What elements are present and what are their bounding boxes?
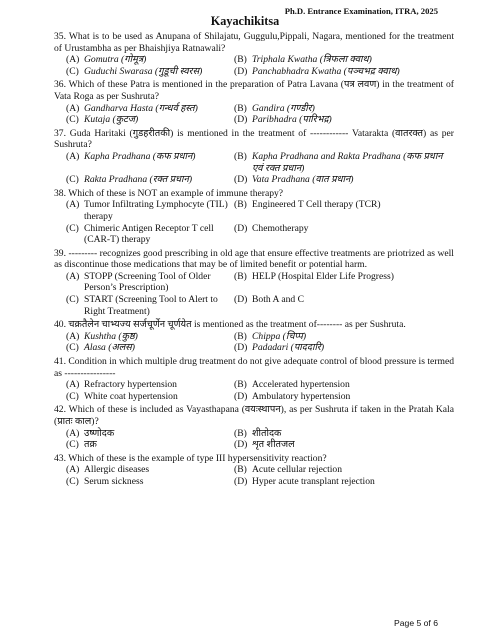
question-35: 35. What is to be used as Anupana of Shilajatu, Guggulu,Pippali, Nagara, mentioned for the treatment of Urustambha as per Bhaishjiya Ratnawali? (A) Gomutra (गोमूत्र) (B) Triphala Kwatha (त्रिफला क्वाथ) (C) Guduchi Swarasa (गुडूची स्वरस) (D) Panchabhadra Kwatha (पञ्चभद्र क्वाथ) [54, 31, 454, 77]
question-text: Which of these is included as Vayasthapana (वयःस्थापन), as per Sushruta if taken in the Pratah Kala (प्रातः काल)? [54, 404, 454, 427]
question-40: 40. चक्रतैलेन चाभ्यज्य सर्जचूर्णेन चूर्णयेत is mentioned as the treatment of-------- as per Sushruta. (A) Kushtha (कुष्ठ) (B) Chippa (चिप्प) (C) Alasa (अलस) (D) Padadari (पाददारि) [54, 319, 454, 354]
exam-header: Ph.D. Entrance Examination, ITRA, 2025 [284, 6, 438, 16]
question-36: 36. Which of these Patra is mentioned in the preparation of Patra Lavana (पत्र लवण) in the treatment of Vata Roga as per Sushruta? (A) Gandharva Hasta (गन्धर्व हस्त) (B) Gandira (गण्डीर) (C) Kutaja (कुटज) (D) Paribhadra (पारिभद्र) [54, 79, 455, 126]
options: (A) Refractory hypertension (B) Accelerated hypertension (C) White coat hypertension (D) Ambulatory hypertension [66, 379, 351, 402]
options: (A) Kapha Pradhana (कफ प्रधान) (B) Kapha Pradhana and Rakta Pradhana (कफ प्रधान एवं रक्त प्रधान) (C) Rakta Pradhana (रक्त प्रधान) (D) Vata Pradhana (वात प्रधान) [66, 150, 443, 186]
options: (A) उष्णोदक (B) शीतोदक (C) तक्र (D) शृत शीतजल [66, 427, 295, 451]
question-text: What is to be used as Anupana of Shilajatu, Guggulu,Pippali, Nagara, mentioned for the treatment of Urustambha as per Bhaishjiya Ratnawali? [54, 31, 454, 54]
question-43: 43. Which of these is the example of type III hypersensitivity reaction? (A) Allergic diseases (B) Acute cellular rejection (C) Serum sickness (D) Hyper acute transplant rejection [54, 453, 454, 488]
question-39: 39. --------- recognizes good prescribing in old age that ensure effective treatments are priotrized as well as discontinue those medications that may be of limited benefit or potential harm. (A) STOPP (Screening Tool of Older Person’s Prescription) (B) HELP (Hospital Elder Life Progress) (C) START (Screening Tool to Alert to Right Treatment) (D) Both A and C [54, 247, 454, 317]
options: (A) Allergic diseases (B) Acute cellular rejection (C) Serum sickness (D) Hyper acute transplant rejection [66, 464, 375, 487]
options: (A) Gomutra (गोमूत्र) (B) Triphala Kwatha (त्रिफला क्वाथ) (C) Guduchi Swarasa (गुडूची स्वरस) (D) Panchabhadra Kwatha (पञ्चभद्र क्वाथ) [66, 54, 400, 77]
question-text: Which of these is NOT an example of immune therapy? [68, 187, 284, 199]
question-list [54, 31, 454, 490]
question-text: --------- recognizes good prescribing in old age that ensure effective treatments are priotrized as well as discontinue those medications that may be of limited benefit or potential harm. [54, 247, 454, 271]
options: (A) STOPP (Screening Tool of Older Person’s Prescription) (B) HELP (Hospital Elder Life Progress) (C) START (Screening Tool to Alert to Right Treatment) (D) Both A and C [66, 270, 394, 317]
question-41: 41. Condition in which multiple drug treatment do not give adequate control of blood pressure is termed as ---------------- (A) Refractory hypertension (B) Accelerated hypertension (C) White coat hypertension (D) Ambulatory hypertension [54, 356, 454, 402]
options: (A) Tumor Infiltrating Lymphocyte (TIL) therapy (B) Engineered T Cell therapy (TCR) (C) Chimeric Antigen Receptor T cell (CAR-T) therapy (D) Chemotherapy [66, 199, 381, 246]
page-number: Page 5 of 6 [394, 618, 438, 629]
question-text: Guda Haritaki (गुडहरीतकी) is mentioned in the treatment of ------------ Vatarakta (वातरक्त) as per Sushruta? [54, 127, 454, 151]
options: (A) Kushtha (कुष्ठ) (B) Chippa (चिप्प) (C) Alasa (अलस) (D) Padadari (पाददारि) [66, 330, 325, 354]
question-42: 42. Which of these is included as Vayasthapana (वयःस्थापन), as per Sushruta if taken in the Pratah Kala (प्रातः काल)? (A) उष्णोदक (B) शीतोदक (C) तक्र (D) शृत शीतजल [54, 404, 454, 451]
options: (A) Gandharva Hasta (गन्धर्व हस्त) (B) Gandira (गण्डीर) (C) Kutaja (कुटज) (D) Paribhadra (पारिभद्र) [66, 102, 332, 126]
subject-title: Kayachikitsa [210, 14, 280, 28]
question-37: 37. Guda Haritaki (गुडहरीतकी) is mentioned in the treatment of ------------ Vatarakta (वातरक्त) as per Sushruta? (A) Kapha Pradhana (कफ प्रधान) (B) Kapha Pradhana and Rakta Pradhana (कफ प्रधान एवं रक्त प्रधान) (C) Rakta Pradhana (रक्त प्रधान) (D) Vata Pradhana (वात प्रधान) [54, 127, 454, 186]
question-text: Condition in which multiple drug treatment do not give adequate control of blood pressure is termed as ---------------- [54, 356, 454, 379]
question-text: चक्रतैलेन चाभ्यज्य सर्जचूर्णेन चूर्णयेत is mentioned as the treatment of-------- as per Sushruta. [68, 319, 406, 331]
question-38: 38. Which of these is NOT an example of immune therapy? (A) Tumor Infiltrating Lymphocyte (TIL) therapy (B) Engineered T Cell therapy (TCR) (C) Chimeric Antigen Receptor T cell (CAR-T) therapy (D) Chemotherapy [54, 188, 454, 246]
question-text: Which of these is the example of type III hypersensitivity reaction? [68, 452, 327, 464]
question-text: Which of these Patra is mentioned in the preparation of Patra Lavana (पत्र लवण) in the treatment of Vata Roga as per Sushruta? [54, 79, 455, 102]
